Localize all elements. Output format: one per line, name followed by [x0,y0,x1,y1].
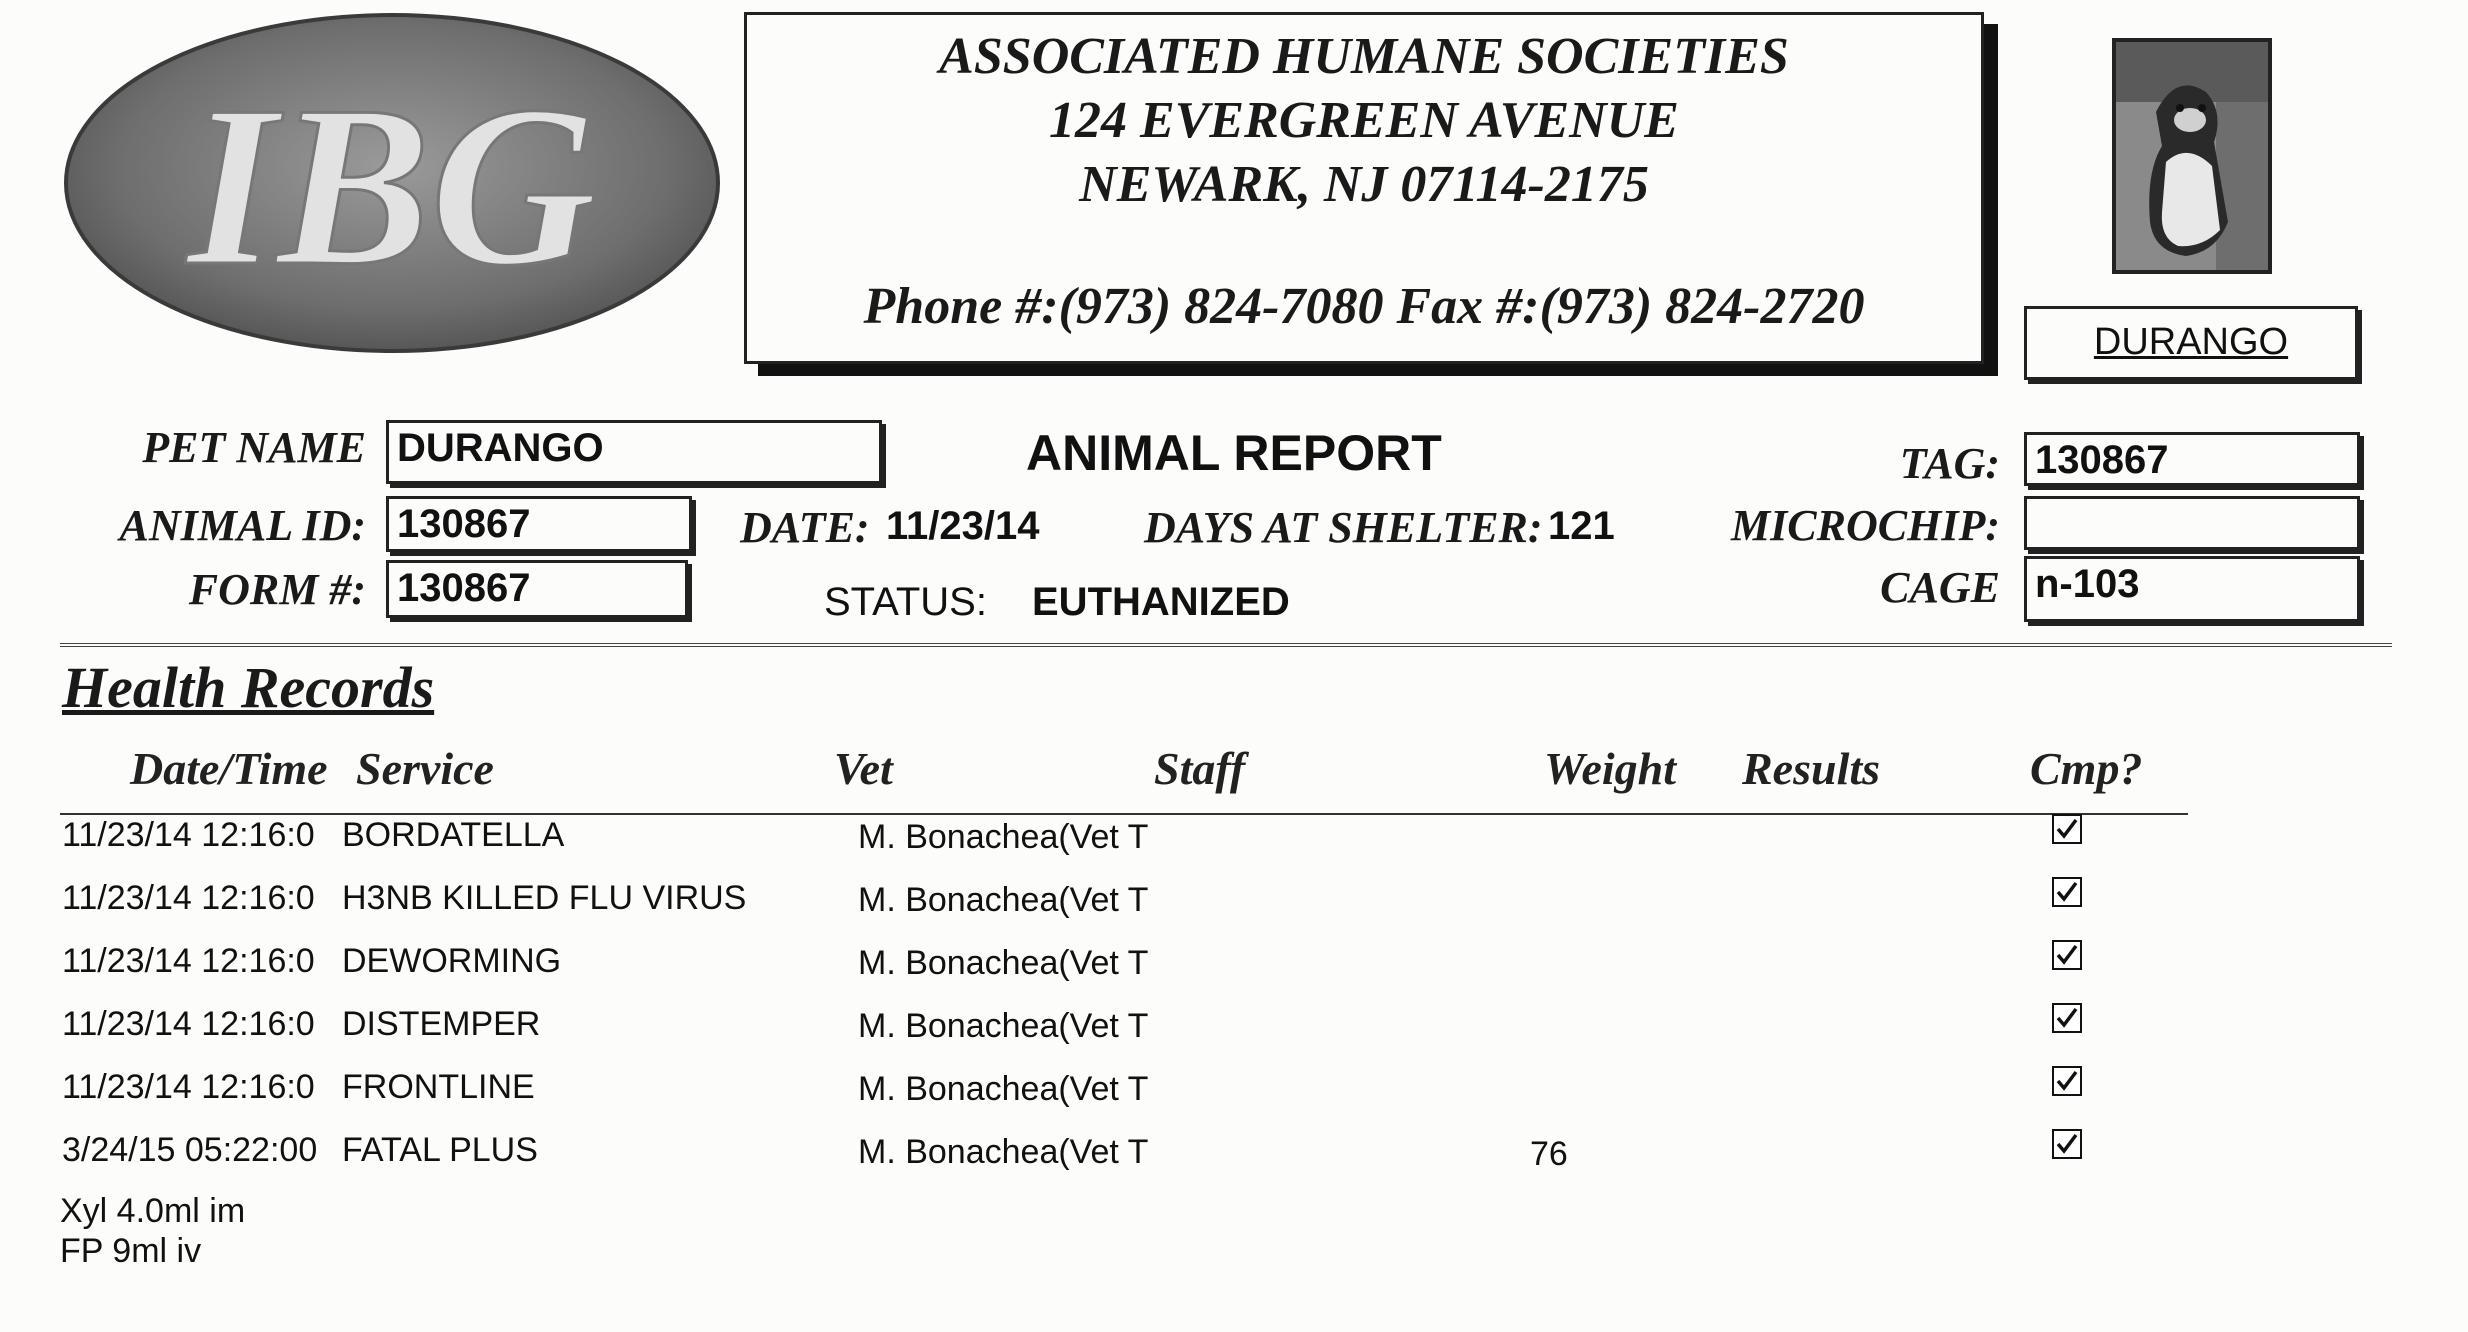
date-label: DATE: [740,503,870,552]
microchip-label: MICROCHIP: [1731,501,2000,550]
photo-pet-name: DURANGO [2024,306,2358,380]
cage-label: CAGE [1880,563,2000,612]
ibg-logo [62,8,722,358]
health-records-heading: Health Records [62,655,435,720]
treatment-note: FP 9ml iv [60,1232,202,1270]
row-datetime: 11/23/14 12:16:0 [62,942,315,980]
row-datetime: 11/23/14 12:16:0 [62,1005,315,1043]
form-number-label: FORM #: [188,565,366,614]
row-vet: M. Bonachea(Vet T [858,818,1149,856]
microchip-field [2024,496,2360,550]
row-datetime: 11/23/14 12:16:0 [62,1068,315,1106]
days-at-shelter-label: DAYS AT SHELTER: [1144,503,1543,552]
column-header-service: Service [356,743,494,794]
report-date: 11/23/14 [886,504,1040,548]
organization-address-box [744,12,1984,364]
row-datetime: 3/24/15 05:22:00 [62,1131,318,1169]
row-service: DISTEMPER [342,1005,541,1043]
table-row [0,938,2468,1001]
report-title: ANIMAL REPORT [1026,425,1442,481]
table-row [0,875,2468,938]
table-row [0,1127,2468,1190]
status-label: STATUS: [824,580,987,624]
row-service: H3NB KILLED FLU VIRUS [342,879,747,917]
column-header-complete: Cmp? [2030,743,2143,794]
checkmark-icon [2054,942,2080,968]
animal-id-label: ANIMAL ID: [119,501,366,550]
table-row [0,812,2468,875]
organization-name: ASSOCIATED HUMANE SOCIETIES [939,28,1789,85]
row-vet: M. Bonachea(Vet T [858,881,1149,919]
row-datetime: 11/23/14 12:16:0 [62,879,315,917]
tag-field: 130867 [2024,432,2360,486]
complete-checkbox [2052,1003,2082,1033]
complete-checkbox [2052,1066,2082,1096]
section-divider [60,643,2392,647]
row-weight: 76 [1530,1135,1568,1173]
column-header-weight: Weight [1544,743,1677,794]
complete-checkbox [2052,877,2082,907]
row-service: FATAL PLUS [342,1131,538,1169]
row-vet: M. Bonachea(Vet T [858,1070,1149,1108]
checkmark-icon [2054,1005,2080,1031]
treatment-note: Xyl 4.0ml im [60,1192,246,1230]
cage-field: n-103 [2024,556,2360,622]
row-vet: M. Bonachea(Vet T [858,944,1149,982]
column-header-vet: Vet [834,743,893,794]
checkmark-icon [2054,879,2080,905]
checkmark-icon [2054,1068,2080,1094]
svg-text:IBG: IBG [187,58,597,313]
checkmark-icon [2054,1131,2080,1157]
complete-checkbox [2052,940,2082,970]
organization-city: NEWARK, NJ 07114-2175 [1079,156,1649,213]
dog-photo-icon [2116,42,2268,270]
table-row [0,1001,2468,1064]
status-value: EUTHANIZED [1032,580,1290,624]
table-row [0,1064,2468,1127]
pet-name-field: DURANGO [386,420,882,484]
row-service: FRONTLINE [342,1068,535,1106]
organization-contact: Phone #:(973) 824-7080 Fax #:(973) 824-2720 [863,278,1865,335]
complete-checkbox [2052,814,2082,844]
complete-checkbox [2052,1129,2082,1159]
row-service: BORDATELLA [342,816,565,854]
row-vet: M. Bonachea(Vet T [858,1007,1149,1045]
column-header-staff: Staff [1154,743,1246,794]
tag-label: TAG: [1899,439,2000,488]
animal-id-field: 130867 [386,496,692,552]
column-header-results: Results [1742,743,1881,794]
row-service: DEWORMING [342,942,562,980]
form-number-field: 130867 [386,560,688,618]
organization-street: 124 EVERGREEN AVENUE [1049,92,1679,149]
checkmark-icon [2054,816,2080,842]
row-datetime: 11/23/14 12:16:0 [62,816,315,854]
column-header-datetime: Date/Time [130,743,328,794]
row-vet: M. Bonachea(Vet T [858,1133,1149,1171]
pet-name-label: PET NAME [142,423,366,472]
pet-photo [2112,38,2272,274]
days-at-shelter-value: 121 [1548,504,1615,548]
